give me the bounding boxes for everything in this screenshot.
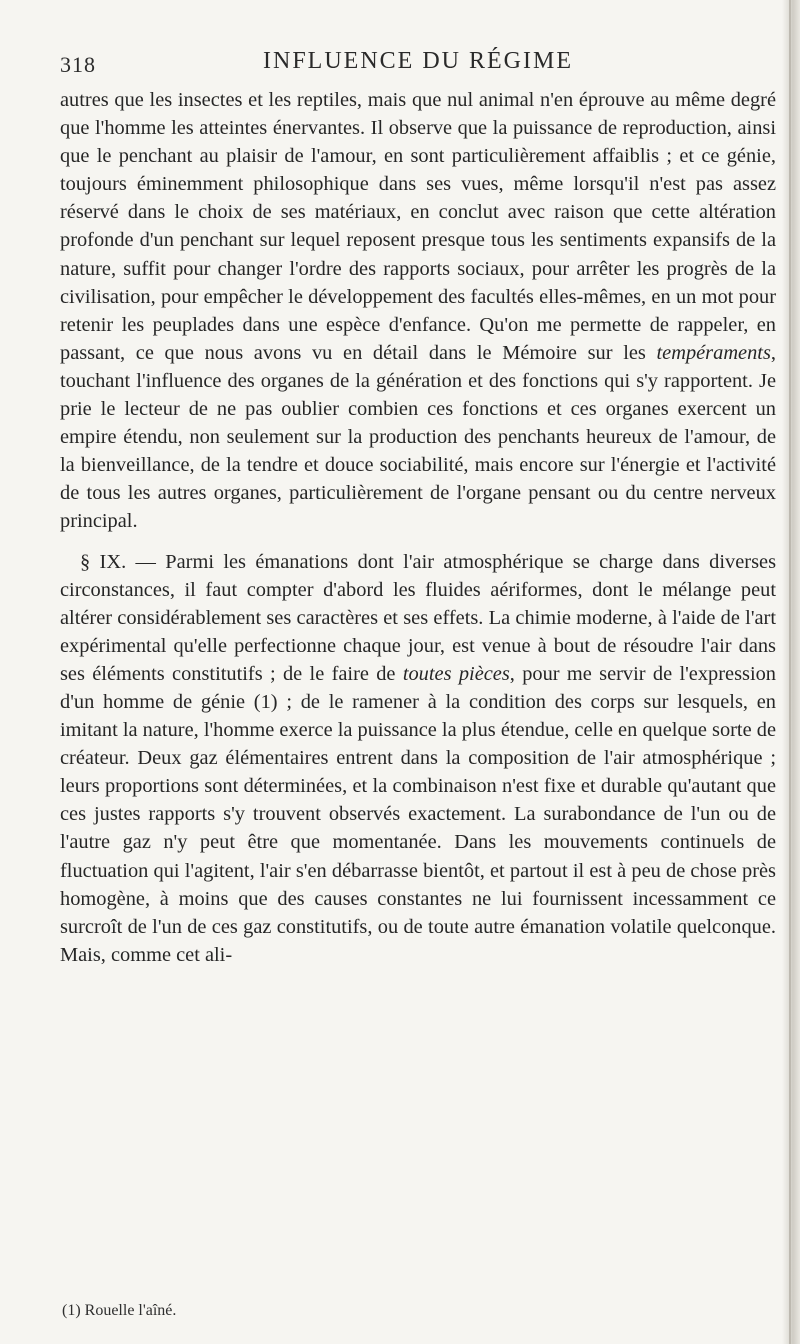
paragraph-1-italic: tempéraments <box>656 341 771 364</box>
paragraph-2-text-b: , pour me servir de l'expression d'un homme de génie (1) ; de le ramener à la condition des corps sur lesquels, en imitant la nature, l'homme exerce la puissance la plus étendue, celle en quelque sorte de créateur. Deux gaz élémentaires entrent dans la composition de l'air atmosphérique ; leurs proportions sont déterminées, et la combinaison n'est fixe et durable qu'autant que ces justes rapports s'y trouvent observés exactement. La surabondance de l'un ou de l'autre gaz n'y peut être que momentanée. Dans les mouvements continuels de fluctuation qui l'agitent, l'air s'en débarrasse bientôt, et partout il est à peu de chose près homogène, à moins que des causes constantes ne lui fournissent incessamment ce surcroît de l'un de ces gaz constitutifs, ou de toute autre émanation volatile quelconque. Mais, comme cet ali- <box>60 662 777 966</box>
paragraph-2-italic: toutes pièces <box>402 662 510 685</box>
page-number: 318 <box>60 52 96 77</box>
paragraph-2-text-a: § IX. — Parmi les émanations dont l'air atmosphérique se charge dans diverses circonstances, il faut compter d'abord les fluides aériformes, dont le mélange peut altérer considérablement ses caractères et ses effets. La chimie moderne, à l'aide de l'art expérimental qu'elle perfectionne chaque jour, est venue à bout de résoudre l'air dans ses éléments constitutifs ; de le faire de <box>60 550 776 685</box>
page-edge-shadow <box>782 0 800 1344</box>
running-head: INFLUENCE DU RÉGIME <box>263 48 573 74</box>
page-edge-line <box>789 0 791 1344</box>
footnote: (1) Rouelle l'aîné. <box>62 1302 177 1319</box>
paragraph-1-text-a: autres que les insectes et les reptiles, mais que nul animal n'en éprouve au même degré que l'homme les atteintes énervantes. Il observe que la puissance de reproduction, ainsi que le penchant au plaisir de l'amour, en sont particulièrement affaiblis ; et ce génie, toujours éminemment philosophique dans ses vues, même lorsqu'il n'est pas assez réservé dans le choix de ses matériaux, en conclut avec raison que cette altération profonde d'un penchant sur lequel reposent presque tous les sentiments expansifs de la nature, suffit pour changer l'ordre des rapports sociaux, pour arrêter les progrès de la civilisation, pour empêcher le développement des facultés elles-mêmes, en un mot pour retenir les peuplades dans une espèce d'enfance. Qu'on me permette de rappeler, en passant, ce que nous avons vu en détail dans le Mémoire sur les <box>60 89 776 364</box>
paragraph-1 <box>60 86 776 536</box>
body-text <box>60 86 776 969</box>
paragraph-2 <box>60 548 776 969</box>
paragraph-1-text-b: , touchant l'influence des organes de la génération et des fonctions qui s'y rapportent. Je prie le lecteur de ne pas oublier combien ces fonctions et ces organes exercent un empire étendu, non seulement sur la production des penchants heureux de l'amour, de la bienveillance, de la tendre et douce sociabilité, mais encore sur l'énergie et l'activité de tous les autres organes, particulièrement de l'organe pensant ou du centre nerveux principal. <box>60 341 776 533</box>
page-header <box>60 48 776 88</box>
